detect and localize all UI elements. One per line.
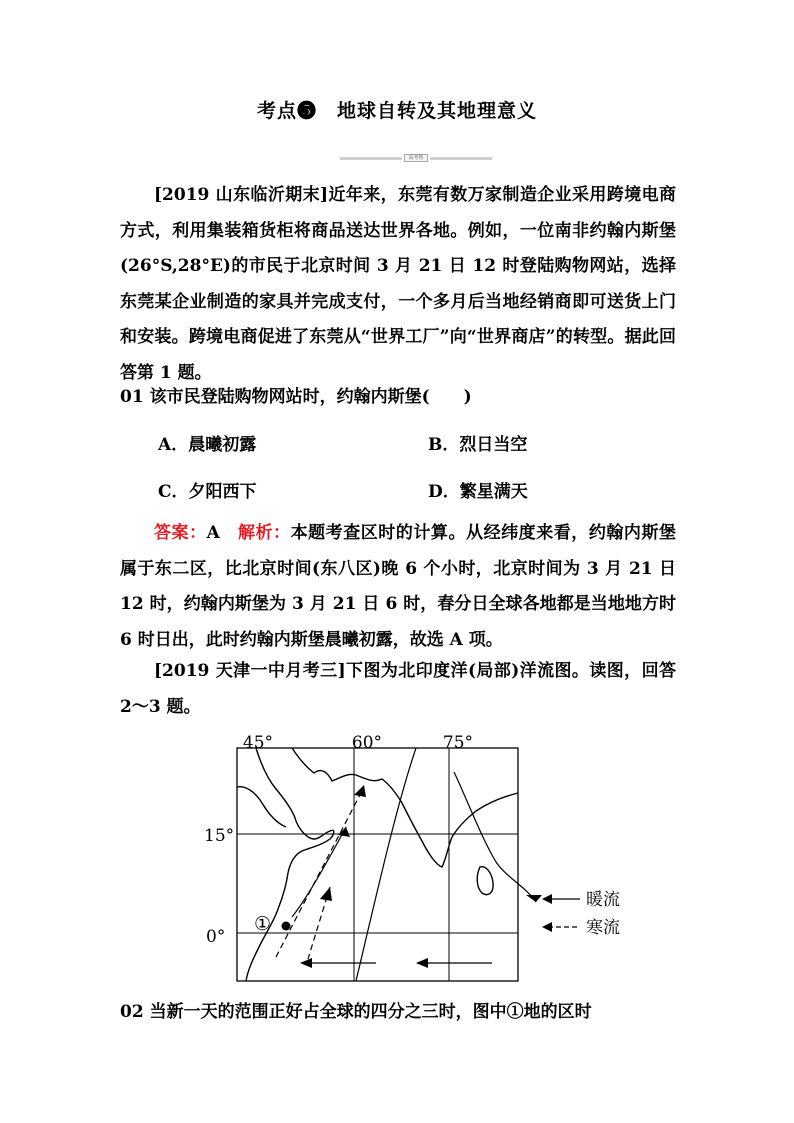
cold-current-arrow bbox=[354, 785, 366, 797]
cold-current-arrow bbox=[320, 887, 332, 901]
map-frame bbox=[237, 748, 518, 981]
coastline-india bbox=[356, 775, 518, 867]
equatorial-current-arrow bbox=[416, 958, 428, 968]
legend-cold-arrow bbox=[542, 922, 552, 932]
lat-label-0: 0° bbox=[206, 927, 226, 947]
coastline-persia bbox=[292, 748, 356, 781]
option-b: B．烈日当空 bbox=[428, 435, 528, 455]
legend-cold-label: 寒流 bbox=[586, 918, 620, 938]
warm-current-arrow bbox=[338, 827, 350, 837]
answer-label: 答案： bbox=[154, 523, 207, 543]
question-2-stem: 02 当新一天的范围正好占全球的四分之三时，图中①地的区时 bbox=[120, 1002, 592, 1022]
answer-value: A bbox=[206, 523, 220, 543]
ocean-current-map bbox=[196, 727, 630, 985]
location-label-1: ① bbox=[254, 913, 272, 935]
divider-badge: 高考帮 bbox=[404, 154, 428, 162]
lon-label-45: 45° bbox=[242, 733, 274, 753]
section-title: 考点❺ 地球自转及其地理意义 bbox=[256, 100, 537, 122]
option-c: C．夕阳西下 bbox=[158, 482, 257, 502]
intro2-paragraph: [2019 天津一中月考三]下图为北印度洋(局部)洋流图。读图，回答 2～3 题。 bbox=[120, 661, 676, 717]
answer-block bbox=[120, 516, 676, 658]
warm-current-south bbox=[292, 827, 346, 917]
legend-warm-label: 暖流 bbox=[586, 890, 620, 910]
equatorial-current-arrow bbox=[300, 958, 312, 968]
cold-current-1 bbox=[276, 787, 364, 957]
location-point-1 bbox=[282, 922, 291, 931]
sri-lanka bbox=[477, 867, 493, 895]
option-a: A．晨曦初露 bbox=[158, 435, 257, 455]
analysis-text: 本题考查区时的计算。从经纬度来看，约翰内斯堡属于东二区，比北京时间(东八区)晚 6 个小时，北京时间为 3 月 21 日 12 时，约翰内斯堡为 3 月 21 日 6 时，春分日全球各地都是当地地方时 6 时日出，此时约翰内斯堡晨曦初露，故选 A 项。 bbox=[120, 523, 677, 650]
option-d: D．繁星满天 bbox=[428, 482, 528, 502]
lat-label-15: 15° bbox=[204, 826, 235, 846]
question-1-stem: 01 该市民登陆购物网站时，约翰内斯堡( ) bbox=[120, 387, 472, 407]
coastline-arabia-africa bbox=[246, 748, 334, 981]
warm-current-arrow bbox=[526, 895, 542, 902]
legend-warm-arrow bbox=[542, 894, 552, 904]
analysis-label: 解析： bbox=[237, 523, 291, 543]
intro-paragraph: [2019 山东临沂期末]近年来，东莞有数万家制造企业采用跨境电商方式，利用集装箱货柜将商品送达世界各地。例如，一位南非约翰内斯堡(26°S,28°E)的市民于北京时间 3 月 21 日 12 时登陆购物网站，选择东莞某企业制造的家具并完成支付，一个多月后当地经销商即可送货上门和安装。跨境电商促进了东莞从“世界工厂”向“世界商店”的转型。据此回答第 1 题。 bbox=[120, 185, 676, 383]
lon-label-60: 60° bbox=[351, 733, 383, 753]
lon-label-75: 75° bbox=[442, 733, 474, 753]
title-divider bbox=[340, 154, 492, 162]
warm-current-west bbox=[454, 772, 536, 902]
